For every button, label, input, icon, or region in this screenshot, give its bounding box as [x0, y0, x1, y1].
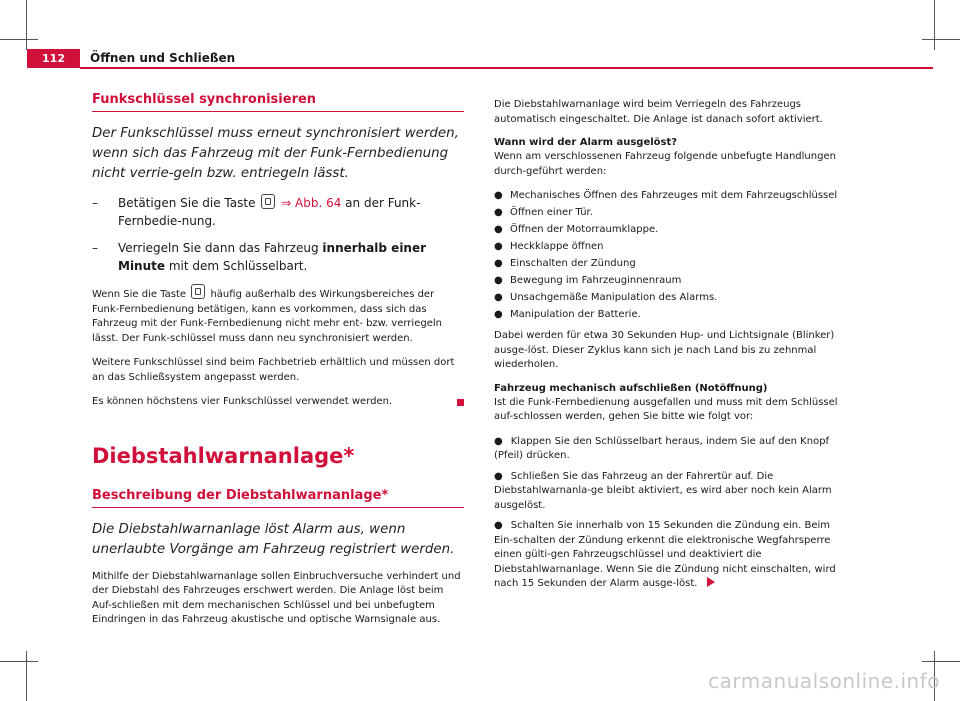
list-item	[494, 257, 850, 270]
bullet-icon: ●	[494, 435, 503, 447]
bullet-icon: ●	[494, 470, 503, 482]
section-heading-sync: Funkschlüssel synchronisieren	[92, 92, 464, 112]
continue-arrow-icon	[707, 577, 715, 587]
list-item-text: Öffnen einer Tür.	[510, 207, 593, 218]
list-item-text: Einschalten der Zündung	[510, 258, 636, 269]
list-item	[494, 240, 850, 253]
section-lead-alarm: Die Diebstahlwarnanlage löst Alarm aus, wenn unerlaubte Vorgänge am Fahrzeug registriert werden.	[92, 521, 455, 557]
step-list	[92, 194, 464, 275]
crop-mark	[922, 39, 960, 40]
crop-mark	[934, 0, 935, 50]
bullet-icon: ●	[494, 309, 503, 320]
paragraph: Ist die Funk-Fernbedienung ausgefallen und muss mit dem Schlüssel auf-schlossen werden, gehen Sie bitte wie folgt vor:	[494, 396, 838, 422]
page-number: 112	[27, 49, 80, 68]
bullet-icon: ●	[494, 241, 503, 252]
step-text: Betätigen Sie die Taste	[118, 196, 256, 210]
lock-key-icon	[191, 284, 205, 299]
right-column	[494, 92, 850, 598]
list-item	[494, 274, 850, 287]
figure-reference-link[interactable]: ⇒ Abb. 64	[281, 196, 342, 210]
bullet-icon: ●	[494, 275, 503, 286]
list-item-text: Bewegung im Fahrzeuginnenraum	[510, 275, 682, 286]
step-emphasis: innerhalb einer Minute	[118, 241, 427, 273]
list-item	[494, 223, 850, 236]
list-item	[494, 470, 850, 514]
dash-marker: –	[92, 196, 98, 210]
list-item-text: Öffnen der Motorraumklappe.	[510, 224, 659, 235]
list-item-text: Unsachgemäße Manipulation des Alarms.	[510, 292, 718, 303]
list-item-text: Schließen Sie das Fahrzeug an der Fahrertür auf. Die Diebstahlwarnanla-ge bleibt aktiviert, es wird aber noch kein Alarm ausgelöst.	[494, 470, 832, 511]
list-item-text: Mechanisches Öffnen des Fahrzeuges mit dem Fahrzeugschlüssel	[510, 190, 838, 201]
paragraph: Wenn am verschlossenen Fahrzeug folgende unbefugte Handlungen durch-geführt werden:	[494, 151, 836, 177]
step-text: Verriegeln Sie dann das Fahrzeug	[118, 241, 319, 255]
section-heading-alarm: Beschreibung der Diebstahlwarnanlage*	[92, 488, 464, 508]
list-item	[494, 435, 850, 464]
crop-mark	[922, 661, 960, 662]
paragraph: Weitere Funkschlüssel sind beim Fachbetrieb erhältlich und müssen dort an das Schließsystem angepasst werden.	[92, 357, 455, 383]
list-item-text: Schalten Sie innerhalb von 15 Sekunden die Zündung ein. Beim Ein-schalten der Zündung erkennt die elektronische Wegfahrsperre einen gülti-gen Fahrzeugschlüssel und deaktiviert die Diebstahlwarnanlage. Wenn Sie die Zündung nicht einschalten, wird nach 15 Sekunden der Alarm ausge-löst.	[494, 520, 836, 589]
step-item	[92, 239, 464, 275]
left-column	[92, 92, 464, 638]
bullet-icon: ●	[494, 520, 503, 531]
paragraph-text: Wenn Sie die Taste	[92, 289, 187, 300]
watermark: carmanualsonline.info	[708, 669, 940, 693]
bullet-icon: ●	[494, 190, 503, 201]
crop-mark	[0, 661, 38, 662]
paragraph: Mithilfe der Diebstahlwarnanlage sollen Einbruchversuche verhindert und der Diebstahl des Fahrzeuges erschwert werden. Die Anlage löst beim Auf-schließen mit dem mechanischen Schlüssel und bei unbefugtem Eindringen in das Fahrzeug akustische und optische Warnsignale aus.	[92, 570, 461, 625]
section-end-marker	[457, 399, 464, 406]
header-rule	[80, 67, 933, 69]
list-item-text: Manipulation der Batterie.	[510, 309, 641, 320]
list-item-text: Heckklappe öffnen	[510, 241, 604, 252]
bullet-icon: ●	[494, 224, 503, 235]
page-header-title: Öffnen und Schließen	[90, 51, 236, 65]
subheading-emergency-open: Fahrzeug mechanisch aufschließen (Notöffnung)	[494, 382, 768, 394]
paragraph-text: Es können höchstens vier Funkschlüssel verwendet werden.	[92, 396, 393, 407]
paragraph	[92, 395, 464, 410]
step-text: an der Funk-Fernbedie-nung.	[118, 196, 421, 228]
step-item	[92, 194, 464, 230]
paragraph: Dabei werden für etwa 30 Sekunden Hup- und Lichtsignale (Blinker) ausge-löst. Dieser Zyklus kann sich je nach Land bis zu zehnmal wiederholen.	[494, 330, 835, 370]
paragraph: Die Diebstahlwarnanlage wird beim Verriegeln des Fahrzeugs automatisch eingeschaltet. Die Anlage ist danach sofort aktiviert.	[494, 99, 823, 125]
subheading-alarm-triggers: Wann wird der Alarm ausgelöst?	[494, 137, 678, 148]
list-item	[494, 291, 850, 304]
chapter-title: Diebstahlwarnanlage*	[92, 443, 355, 468]
bullet-icon: ●	[494, 292, 503, 303]
paragraph-text: häufig außerhalb des Wirkungsbereiches der Funk-Fernbedienung betätigen, kann es vorkommen, dass sich das Fahrzeug mit der Funk-Fernbedienung nicht mehr ent- bzw. verriegeln lässt. Der Funk-schlüssel muss dann neu synchronisiert werden.	[92, 289, 442, 344]
list-item	[494, 519, 850, 592]
paragraph	[92, 284, 464, 346]
trigger-list	[494, 189, 850, 321]
crop-mark	[26, 0, 27, 50]
section-lead-sync: Der Funkschlüssel muss erneut synchronisiert werden, wenn sich das Fahrzeug mit der Funk-Fernbedienung nicht verrie-geln bzw. entriegeln lässt.	[92, 126, 459, 181]
list-item	[494, 206, 850, 219]
crop-mark	[26, 651, 27, 701]
list-item-text: Klappen Sie den Schlüsselbart heraus, indem Sie auf den Knopf (Pfeil) drücken.	[494, 435, 830, 461]
step-text: mit dem Schlüsselbart.	[168, 259, 308, 273]
bullet-icon: ●	[494, 207, 503, 218]
dash-marker: –	[92, 241, 98, 255]
list-item	[494, 308, 850, 321]
bullet-icon: ●	[494, 258, 503, 269]
list-item	[494, 189, 850, 202]
crop-mark	[0, 39, 38, 40]
lock-key-icon	[261, 194, 275, 209]
